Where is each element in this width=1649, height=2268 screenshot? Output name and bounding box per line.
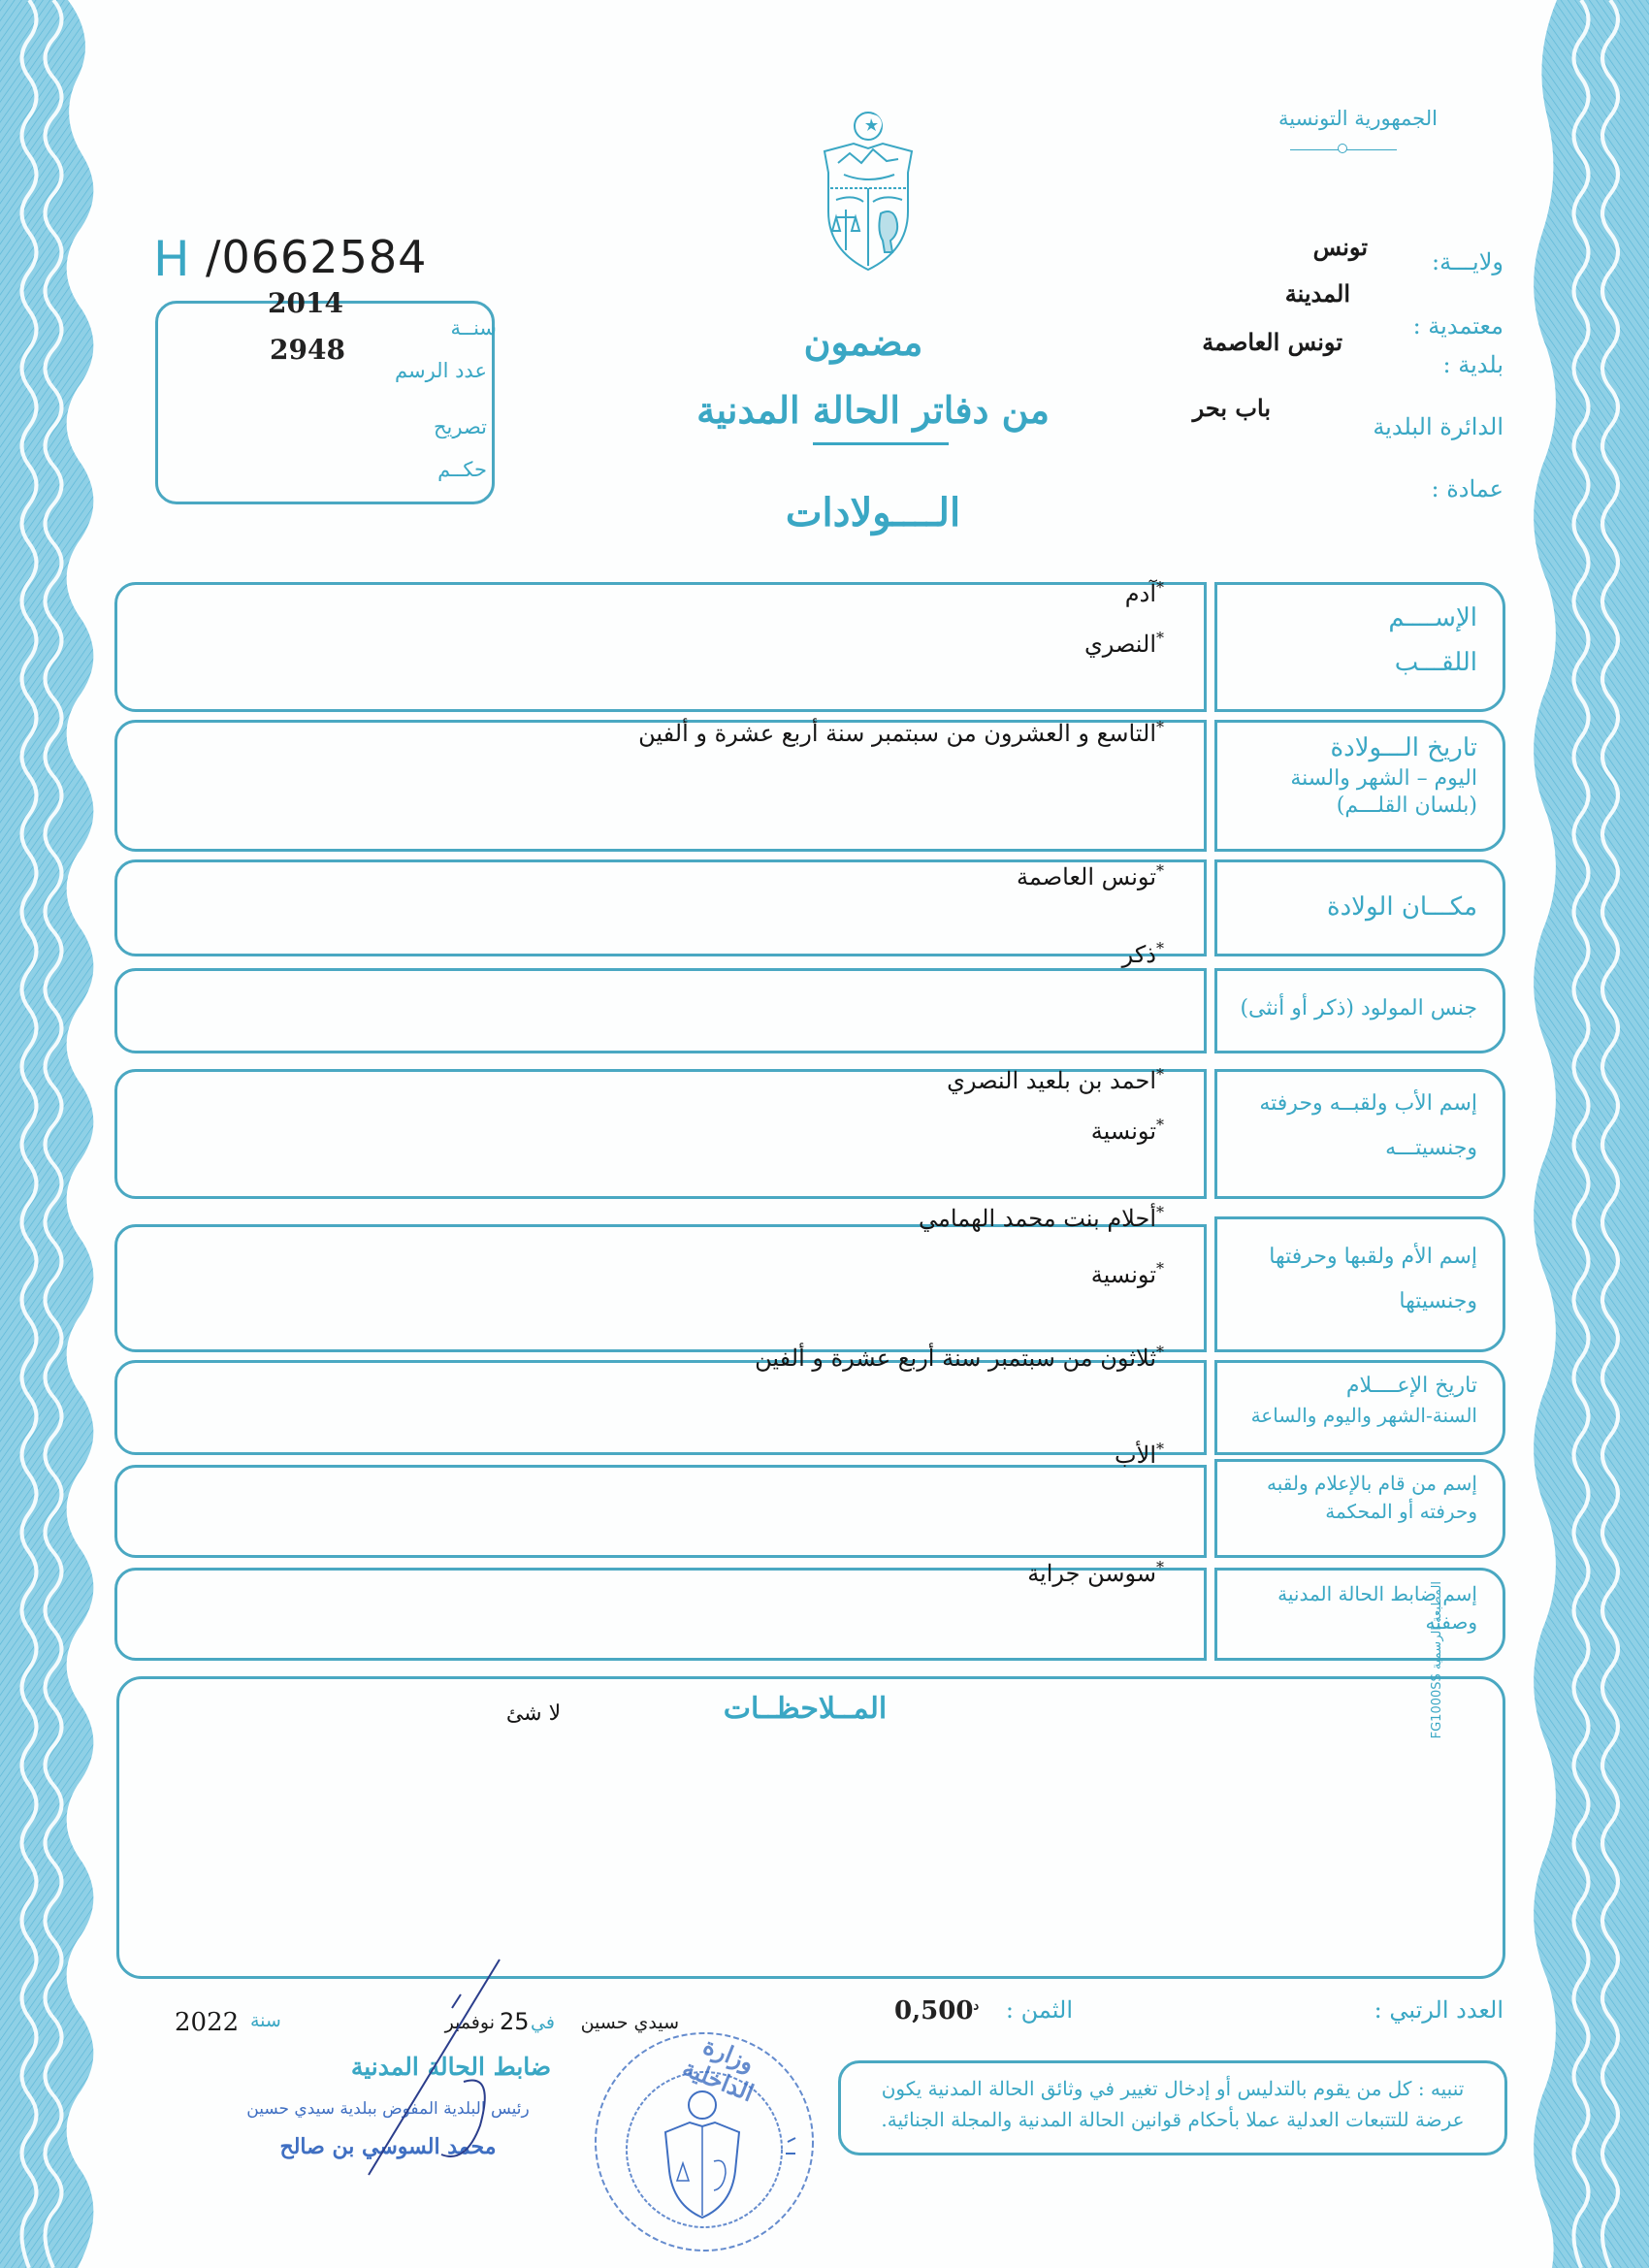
date-prefix-label: في — [531, 2012, 555, 2033]
birthdate-sublabel: اليوم – الشهر والسنة — [1290, 765, 1477, 791]
mother-label: إسم الأم ولقبها وحرفتها — [1269, 1245, 1477, 1269]
handwritten-signature — [349, 1956, 514, 2179]
date-month-value: نوفمبر — [444, 2012, 495, 2033]
sex-value: *ذكر — [1121, 939, 1164, 968]
signature-stamp-line1: رئيس البلدية المفوض ببلدية سيدي حسين — [246, 2099, 530, 2119]
serial-prefix: H — [153, 231, 190, 287]
declaration-date-sublabel: السنة-الشهر واليوم والساعة — [1250, 1403, 1477, 1427]
judgment-label: حكــم — [437, 458, 487, 481]
row-declaration-date-value-box — [114, 1360, 1207, 1455]
row-registrar-label-box — [1214, 1568, 1505, 1661]
document-title-births: الــــولادات — [785, 490, 961, 535]
document-title-registry: من دفاتر الحالة المدنية — [696, 388, 1050, 432]
signature-stamp-line2: محمد السوسي بن صالح — [279, 2134, 497, 2159]
row-declarant-label-box — [1214, 1459, 1505, 1558]
name-label: الإســــم — [1388, 603, 1477, 632]
price-unit: د — [973, 1998, 980, 2014]
father-name-value: *احمد بن بلعيد النصري — [947, 1065, 1164, 1094]
row-birthdate-label-box — [1214, 720, 1505, 852]
governorate-label: ولايـــة: — [1431, 248, 1504, 275]
row-name-value-box — [114, 582, 1207, 712]
governorate-value: تونس — [1312, 233, 1368, 261]
birthplace-value: *تونس العاصمة — [1017, 861, 1164, 891]
row-declarant-value-box — [114, 1465, 1207, 1558]
father-nationality-label: وجنسيتـــه — [1385, 1136, 1477, 1161]
serial-number: /0662584 — [206, 231, 428, 283]
mother-nationality-label: وجنسيتها — [1399, 1289, 1477, 1314]
father-label: إسم الأب ولقبــه وحرفته — [1259, 1091, 1477, 1116]
document-title-extract: مضمون — [803, 320, 923, 364]
notes-title: المــلاحظــات — [723, 1692, 888, 1726]
officer-title: ضابط الحالة المدنية — [350, 2053, 552, 2081]
row-name-label-box — [1214, 582, 1505, 712]
row-mother-value-box — [114, 1224, 1207, 1352]
printer-mark: المطبعة الرسمية FG1000SS — [1430, 1581, 1444, 1739]
date-year-label: سنة — [250, 2010, 281, 2031]
birthplace-label: مكـــان الولادة — [1326, 892, 1477, 922]
municipality-label: بلدية : — [1442, 351, 1504, 378]
row-mother-label-box — [1214, 1216, 1505, 1352]
declaration-date-label: تاريخ الإعــــلام — [1345, 1374, 1477, 1398]
row-declaration-date-label-box — [1214, 1360, 1505, 1455]
birthdate-words-label: (بلسان القلـــم) — [1336, 794, 1477, 819]
declarant-sublabel: وحرفته أو المحكمة — [1325, 1500, 1477, 1523]
republic-heading: الجمهورية التونسية — [1278, 107, 1438, 130]
delegation-label: معتمدية : — [1412, 312, 1504, 340]
record-number-value: 2948 — [270, 334, 345, 366]
official-round-stamp — [588, 2025, 821, 2258]
registrar-label: إسم ضابط الحالة المدنية — [1277, 1582, 1477, 1605]
record-number-label: عدد الرسم — [395, 359, 487, 382]
coat-of-arms-emblem — [815, 105, 922, 275]
declaration-date-value: *ثلاثون من سبتمبر سنة أربع عشرة و ألفين — [755, 1343, 1164, 1372]
sector-label: عمادة : — [1431, 475, 1504, 502]
row-sex-label-box — [1214, 968, 1505, 1053]
fraud-warning-notice: تنبيه : كل من يقوم بالتدليس أو إدخال تغيير في وثائق الحالة المدنية يكون عرضة للتتبعات العدلية عملا بأحكام قوانين الحالة المدنية والمجلة الجنائية. — [838, 2060, 1507, 2155]
stamp-text: وزارة الداخلية — [678, 2030, 759, 2108]
record-year-value: 2014 — [268, 287, 343, 319]
mother-nationality-value: *تونسية — [1090, 1259, 1164, 1288]
row-birthplace-label-box — [1214, 859, 1505, 956]
republic-divider-dot — [1338, 144, 1347, 153]
first-name-value: *آدم — [1124, 578, 1164, 607]
delegation-value: المدينة — [1284, 279, 1350, 308]
guilloche-border-left — [0, 0, 114, 2268]
title-underline — [813, 442, 949, 445]
date-day-value: 25 — [500, 2008, 530, 2035]
price-label: الثمن : — [1005, 1996, 1073, 2024]
sex-label: جنس المولود (ذكر أو أنثى) — [1240, 996, 1477, 1021]
municipal-district-value: باب بحر — [1192, 394, 1271, 422]
surname-label: اللقـــب — [1394, 648, 1477, 678]
registrar-sublabel: وصفته — [1425, 1610, 1477, 1634]
municipal-district-label: الدائرة البلدية — [1373, 413, 1504, 440]
registrar-value: *سوسن جراية — [1027, 1558, 1164, 1587]
record-year-label: سنــة — [450, 316, 497, 340]
declarant-label: إسم من قام بالإعلام ولقبه — [1267, 1472, 1477, 1495]
serial-order-label: العدد الرتبي : — [1374, 1996, 1504, 2024]
declarant-value: *الأب — [1115, 1440, 1164, 1469]
surname-value: *النصري — [1083, 629, 1164, 658]
mother-name-value: *أحلام بنت محمد الهمامي — [919, 1203, 1164, 1232]
row-sex-value-box — [114, 968, 1207, 1053]
guilloche-border-right — [1504, 0, 1649, 2268]
father-nationality-value: *تونسية — [1090, 1116, 1164, 1145]
date-year-value: 2022 — [175, 2008, 240, 2037]
municipality-value: تونس العاصمة — [1202, 328, 1342, 356]
declaration-label: تصريح — [433, 415, 487, 438]
price-value: $0,500^د$ — [894, 1996, 980, 2025]
place-value: سيدي حسين — [580, 2012, 679, 2033]
row-father-label-box — [1214, 1069, 1505, 1199]
notes-value: لا شئ — [505, 1701, 562, 1726]
birthdate-label: تاريخ الـــولادة — [1330, 733, 1477, 762]
birthdate-value: *التاسع و العشرون من سبتمبر سنة أربع عشرة و ألفين — [638, 718, 1164, 747]
